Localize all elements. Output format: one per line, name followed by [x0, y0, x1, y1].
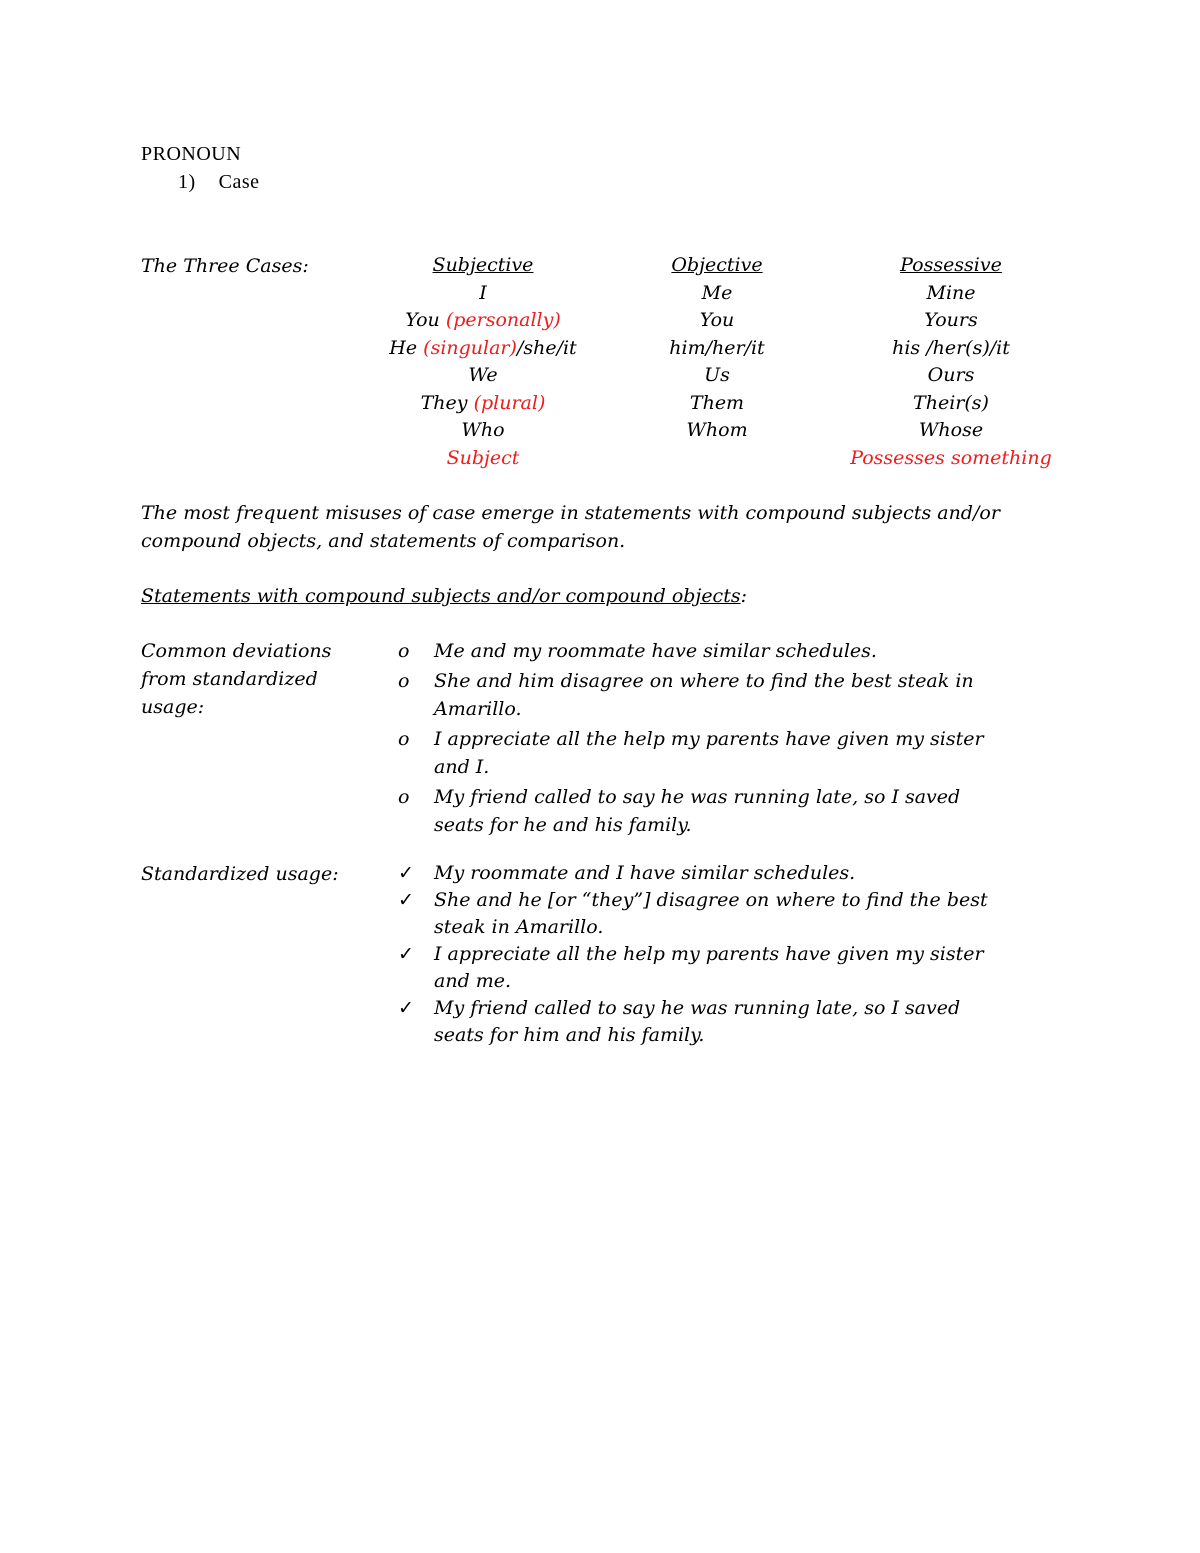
possessive-row: Whose — [918, 419, 984, 441]
checkmark-icon: ✓ — [398, 889, 414, 911]
checkmark-icon: ✓ — [398, 943, 414, 965]
checkmark-icon: ✓ — [398, 862, 414, 884]
bullet-circle-icon: o — [398, 727, 410, 750]
subjective-header: Subjective — [432, 254, 534, 276]
possessive-row: Mine — [926, 281, 976, 304]
section-heading-colon: : — [740, 585, 747, 607]
list-number: 1) — [178, 171, 196, 193]
objective-column — [587, 252, 847, 445]
deviations-list — [398, 637, 998, 840]
objective-header: Objective — [671, 254, 763, 276]
standardized-list — [398, 860, 998, 1049]
subjective-column — [353, 252, 613, 472]
possessive-footer: Possesses something — [850, 446, 1052, 469]
list-item: ✓ I appreciate all the help my parents have given my sister and me. — [398, 943, 984, 992]
intro-line: The most frequent misuses of case emerge in statements with compound subjects and/or — [141, 502, 1000, 524]
objective-row: You — [699, 309, 735, 331]
section-heading — [141, 582, 747, 610]
objective-row: Whom — [686, 419, 748, 441]
objective-row: Them — [689, 391, 745, 414]
intro-line: compound objects, and statements of comparison. — [141, 530, 626, 552]
page-heading: PRONOUN — [141, 143, 242, 165]
numbered-list-item — [178, 171, 260, 194]
objective-row: Us — [704, 364, 730, 386]
bullet-circle-icon: o — [398, 785, 410, 808]
list-item: o My friend called to say he was running late, so I saved seats for he and his family. — [398, 783, 998, 840]
possessive-column — [821, 252, 1081, 472]
objective-row: him/her/it — [669, 336, 765, 359]
checkmark-icon: ✓ — [398, 997, 414, 1019]
intro-paragraph — [141, 499, 1000, 555]
section-heading-text: Statements with compound subjects and/or compound objects — [141, 585, 741, 607]
possessive-row: Yours — [924, 309, 978, 331]
possessive-row: his /her(s)/it — [892, 336, 1010, 359]
objective-row: Me — [701, 281, 733, 304]
possessive-row: Their(s) — [913, 391, 989, 414]
subjective-footer: Subject — [446, 446, 520, 469]
cases-label: The Three Cases: — [141, 255, 309, 277]
list-item: o She and him disagree on where to find the best steak in Amarillo. — [398, 667, 998, 724]
list-item: ✓ My roommate and I have similar schedules. — [398, 860, 998, 887]
deviations-label — [141, 637, 331, 721]
list-item: ✓ She and he [or “they”] disagree on where to find the best steak in Amarillo. — [398, 889, 988, 938]
list-item: o I appreciate all the help my parents have given my sister and I. — [398, 725, 998, 782]
subjective-row: I — [479, 281, 487, 304]
bullet-circle-icon: o — [398, 669, 410, 692]
standardized-label: Standardized usage: — [141, 863, 339, 885]
subjective-row: They (plural) — [420, 391, 546, 414]
deviations-label-line: Common deviations — [141, 640, 332, 662]
possessive-header: Possessive — [900, 254, 1002, 276]
list-item: ✓ My friend called to say he was running late, so I saved seats for him and his family. — [398, 997, 961, 1046]
subjective-row: You (personally) — [405, 309, 561, 331]
bullet-circle-icon: o — [398, 640, 410, 662]
list-label: Case — [218, 171, 260, 193]
subjective-row: He (singular)/she/it — [389, 336, 577, 359]
deviations-label-line: from standardized — [141, 668, 318, 690]
subjective-row: We — [468, 364, 498, 386]
list-item: o Me and my roommate have similar schedules. — [398, 637, 998, 666]
deviations-label-line: usage: — [141, 696, 205, 718]
possessive-row: Ours — [927, 364, 975, 386]
subjective-row: Who — [461, 419, 505, 441]
